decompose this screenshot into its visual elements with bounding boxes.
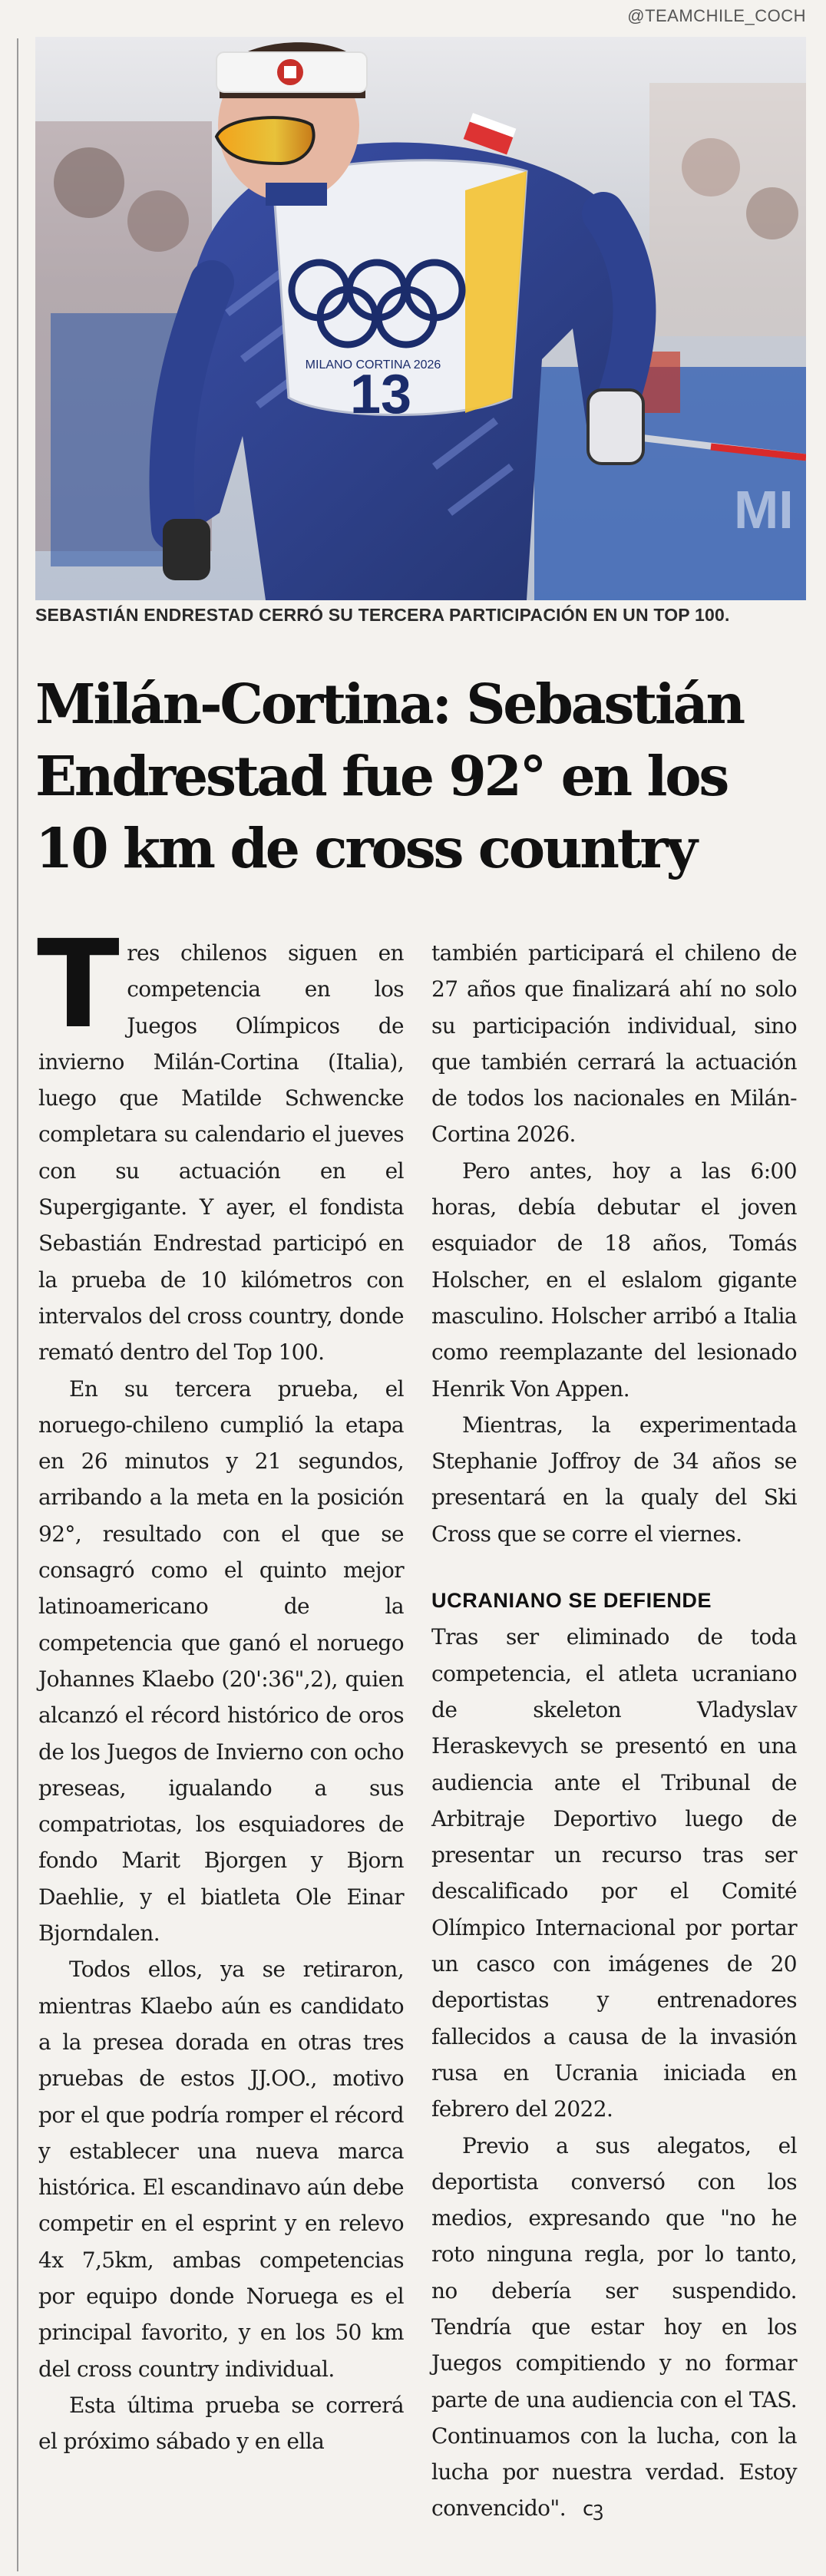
article-paragraph: Previo a sus alegatos, el deportista conversó con los medios, expresando que "no he roto ninguna regla, por lo tanto, no debería ser suspendido. Tendría que estar hoy en los Juegos compitiendo y no formar parte de una audiencia con el TAS. Continuamos con la lucha, con la lucha por nuestra verdad. Estoy convencido". ᴄꝫ [431,2132,797,2522]
article-column-left [37,914,404,2459]
article-paragraph: Pero antes, hoy a las 6:00 horas, debía debutar el joven esquiador de 18 años, Tomás Holscher, en el eslalom gigante masculino. Holscher arribó a Italia como reemplazante del lesionado Henrik Von Appen. [431,1158,797,1402]
article-paragraph: Todos ellos, ya se retiraron, mientras Klaebo aún es candidato a la presea dorada en otras tres pruebas de estos JJ.OO., motivo por el que podría romper el récord y establecer una nueva marca histórica. El escandinavo aún debe competir en el esprint y en relevo 4x 7,5km, ambas competencias por equipo donde Noruega es el principal favorito, y en los 50 km del cross country individual. [38,1957,404,2382]
column-rule [17,38,18,2571]
svg-text:13: 13 [349,364,412,425]
skier-photo [35,37,806,600]
photo-credit: @TEAMCHILE_COCH [627,6,806,25]
article-paragraph: también participará el chileno de 27 años que finalizará ahí no solo su participación individual, sino que también cerrará la actuación de todos los nacionales en Milán-Cortina 2026. [431,940,797,1148]
svg-text:MILANO CORTINA 2026: MILANO CORTINA 2026 [305,358,441,372]
drop-cap: T [37,914,120,1055]
article-paragraph: Esta última prueba se correrá el próximo sábado y en ella [38,2392,404,2455]
article-paragraph: En su tercera prueba, el noruego-chileno cumplió la etapa en 26 minutos y 21 segundos, arribando a la meta en la posición 92°, resultado con el que se consagró como el quinto mejor latinoamericano de la competencia que ganó el noruego Johannes Klaebo (20':36",2), quien alcanzó el récord histórico de oros de los Juegos de Invierno con ocho preseas, igualando a sus compatriotas, los esquiadores de fondo Marit Bjorgen y Bjorn Daehlie, y el biatleta Ole Einar Bjorndalen. [38,1376,404,1947]
svg-text:MI: MI [734,480,794,540]
section-subhead: UCRANIANO SE DEFIENDE [431,1589,712,1613]
article-paragraph: Tres chilenos siguen en competencia en los Juegos Olímpicos de invierno Milán-Cortina (Italia), luego que Matilde Schwencke completara su calendario el jueves con su actuación en el Supergigante. Y ayer, el fondista Sebastián Endrestad participó en la prueba de 10 kilómetros con intervalos del cross country, donde remató dentro del Top 100. [37,914,404,1366]
article-column-right [431,935,797,2528]
headline: Milán-Cortina: Sebastián Endrestad fue 92° en los 10 km de cross country [35,672,743,880]
photo-caption: SEBASTIÁN ENDRESTAD CERRÓ SU TERCERA PARTICIPACIÓN EN UN TOP 100. [35,605,730,625]
article-paragraph: Tras ser eliminado de toda competencia, el atleta ucraniano de skeleton Vladyslav Heraskevych se presentó en una audiencia ante el Tribunal de Arbitraje Deportivo luego de presentar un recurso tras ser descalificado por el Comité Olímpico Internacional por portar un casco con imágenes de 20 deportistas y entrenadores fallecidos a causa de la invasión rusa en Ucrania iniciada en febrero del 2022. [431,1624,797,2122]
end-mark-icon: ᴄꝫ [583,2498,603,2522]
article-paragraph: Mientras, la experimentada Stephanie Joffroy de 34 años se presentará en la qualy del Ski Cross que se corre el viernes. [431,1412,797,1547]
